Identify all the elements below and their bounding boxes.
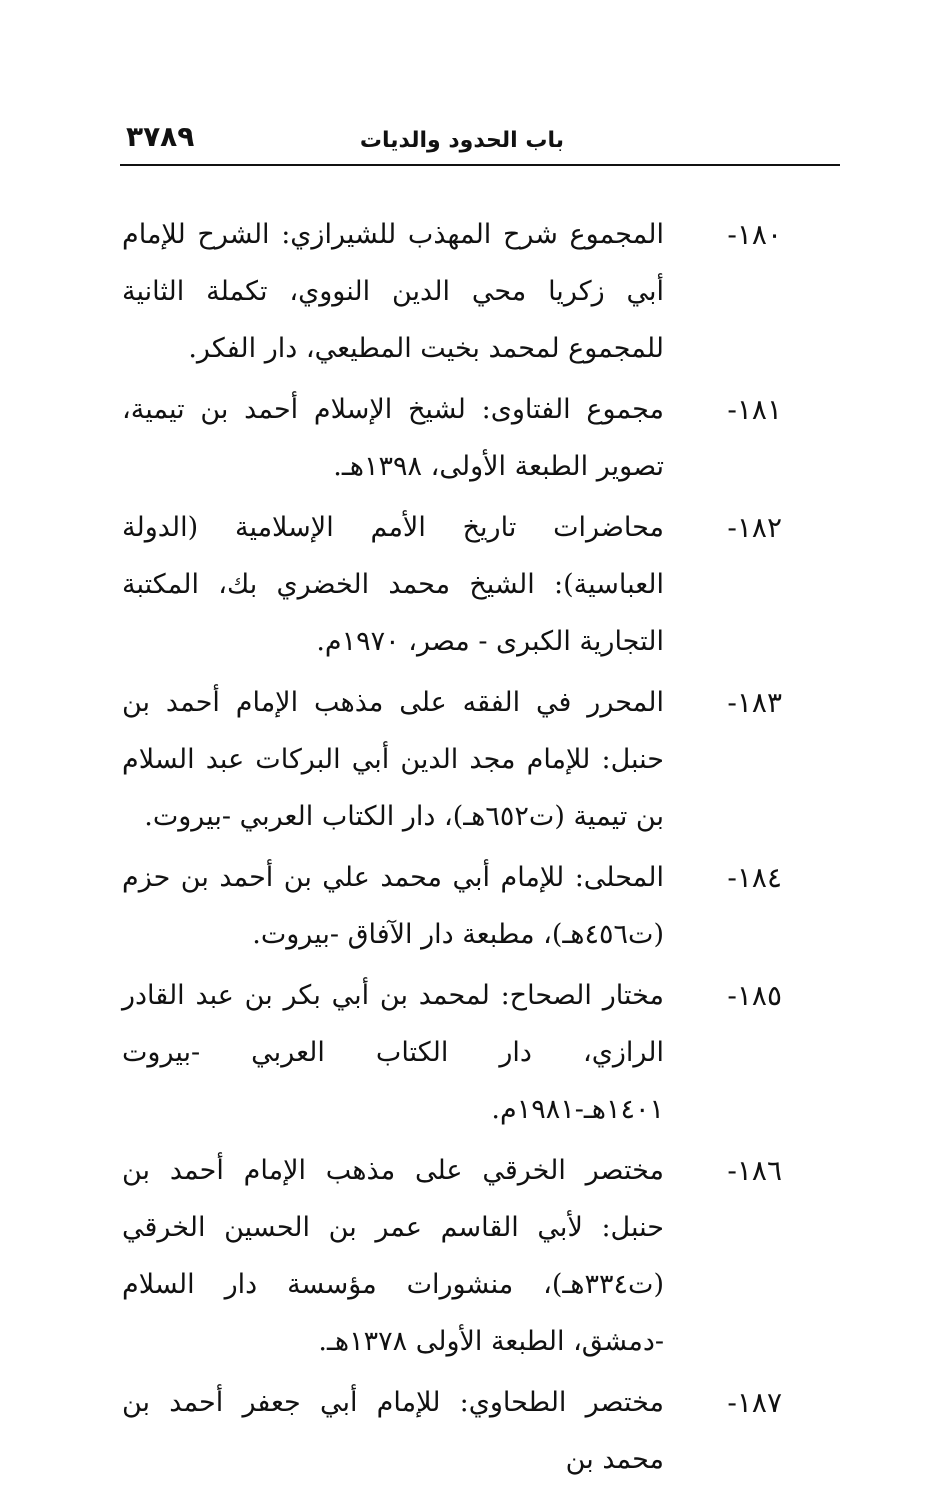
entry-text: مجموع الفتاوى: لشيخ الإسلام أحمد بن تيمية، تصوير الطبعة الأولى، ١٣٩٨هـ. — [122, 394, 664, 482]
entry-text: المجموع شرح المهذب للشيرازي: الشرح للإمام أبي زكريا محي الدين النووي، تكملة الثانية للمجموع لمحمد بخيت المطيعي، دار الفكر. — [122, 219, 664, 364]
entry-text: المحرر في الفقه على مذهب الإمام أحمد بن حنبل: للإمام مجد الدين أبي البركات عبد السلام بن تيمية (ت٦٥٢هـ)، دار الكتاب العربي -بيروت. — [122, 687, 664, 832]
bibliography-entry-187 — [122, 1374, 782, 1488]
entry-number: ١٨٤- — [727, 861, 782, 894]
entry-text: محاضرات تاريخ الأمم الإسلامية (الدولة العباسية): الشيخ محمد الخضري بك، المكتبة التجارية الكبرى - مصر، ١٩٧٠م. — [122, 512, 664, 657]
page-header — [120, 118, 840, 164]
header-title: باب الحدود والديات — [359, 128, 564, 153]
page-number: ٣٧٨٩ — [126, 120, 195, 153]
entry-number: ١٨٣- — [727, 686, 782, 719]
entry-number: ١٨٧- — [727, 1386, 782, 1419]
bibliography-entry-183 — [122, 674, 782, 845]
bibliography-entry-182 — [122, 499, 782, 670]
bibliography-entry-185 — [122, 967, 782, 1138]
entry-number: ١٨٦- — [727, 1154, 782, 1187]
entry-number: ١٨٢- — [727, 511, 782, 544]
entry-number: ١٨٠- — [727, 218, 782, 251]
bibliography-entry-180 — [122, 206, 782, 377]
entry-number: ١٨١- — [727, 393, 782, 426]
bibliography-list — [122, 206, 782, 1492]
bibliography-entry-184 — [122, 849, 782, 963]
entry-text: مختار الصحاح: لمحمد بن أبي بكر بن عبد القادر الرازي، دار الكتاب العربي -بيروت ١٤٠١هـ-١٩٨١م. — [122, 980, 664, 1125]
entry-text: المحلى: للإمام أبي محمد علي بن أحمد بن حزم (ت٤٥٦هـ)، مطبعة دار الآفاق -بيروت. — [122, 862, 664, 950]
bibliography-entry-186 — [122, 1142, 782, 1370]
entry-number: ١٨٥- — [727, 979, 782, 1012]
entry-text: مختصر الطحاوي: للإمام أبي جعفر أحمد بن محمد بن — [122, 1387, 664, 1475]
bibliography-entry-181 — [122, 381, 782, 495]
entry-text: مختصر الخرقي على مذهب الإمام أحمد بن حنبل: لأبي القاسم عمر بن الحسين الخرقي (ت٣٣٤هـ)، منشورات مؤسسة دار السلام -دمشق، الطبعة الأولى ١٣٧٨هـ. — [122, 1155, 664, 1357]
header-rule — [120, 164, 840, 166]
